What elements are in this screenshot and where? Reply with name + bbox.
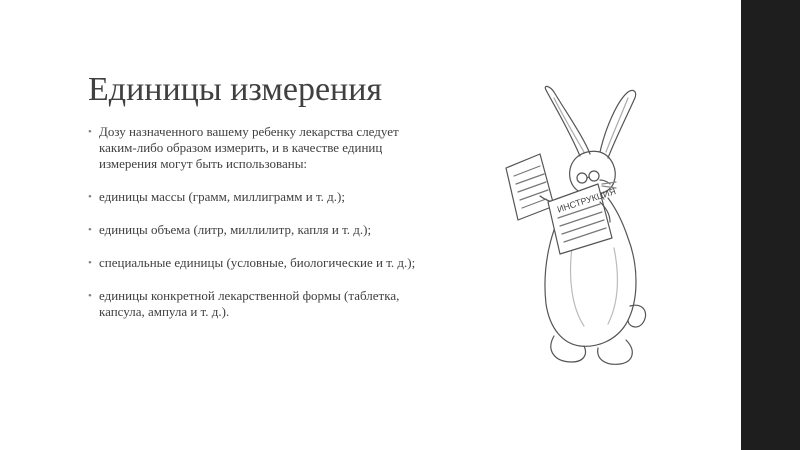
bullet-text: единицы объема (литр, миллилитр, капля и т. д.); [99,222,372,237]
bullet-marker-icon: • [88,126,92,138]
bullet-item [88,222,428,238]
bullet-item [88,124,428,172]
bullet-item [88,189,428,205]
bullet-text: единицы конкретной лекарственной формы (таблетка, капсула, ампула и т. д.). [99,288,400,319]
bullet-item [88,255,428,271]
bullet-list [88,124,428,337]
bullet-text: специальные единицы (условные, биологические и т. д.); [99,255,416,270]
bullet-marker-icon: • [88,257,92,269]
side-bar [741,0,800,450]
bullet-item [88,288,428,320]
bullet-text: Дозу назначенного вашему ребенку лекарства следует каким-либо образом измерить, и в качестве единиц измерения могут быть использованы: [99,124,399,171]
bullet-marker-icon: • [88,224,92,236]
instruction-paper-label: ИНСТРУКЦИЯ [555,186,618,215]
rabbit-reading-instructions-icon [488,78,688,373]
slide-title: Единицы измерения [88,71,383,108]
bullet-text: единицы массы (грамм, миллиграмм и т. д.); [99,189,345,204]
bullet-marker-icon: • [88,191,92,203]
bullet-marker-icon: • [88,290,92,302]
